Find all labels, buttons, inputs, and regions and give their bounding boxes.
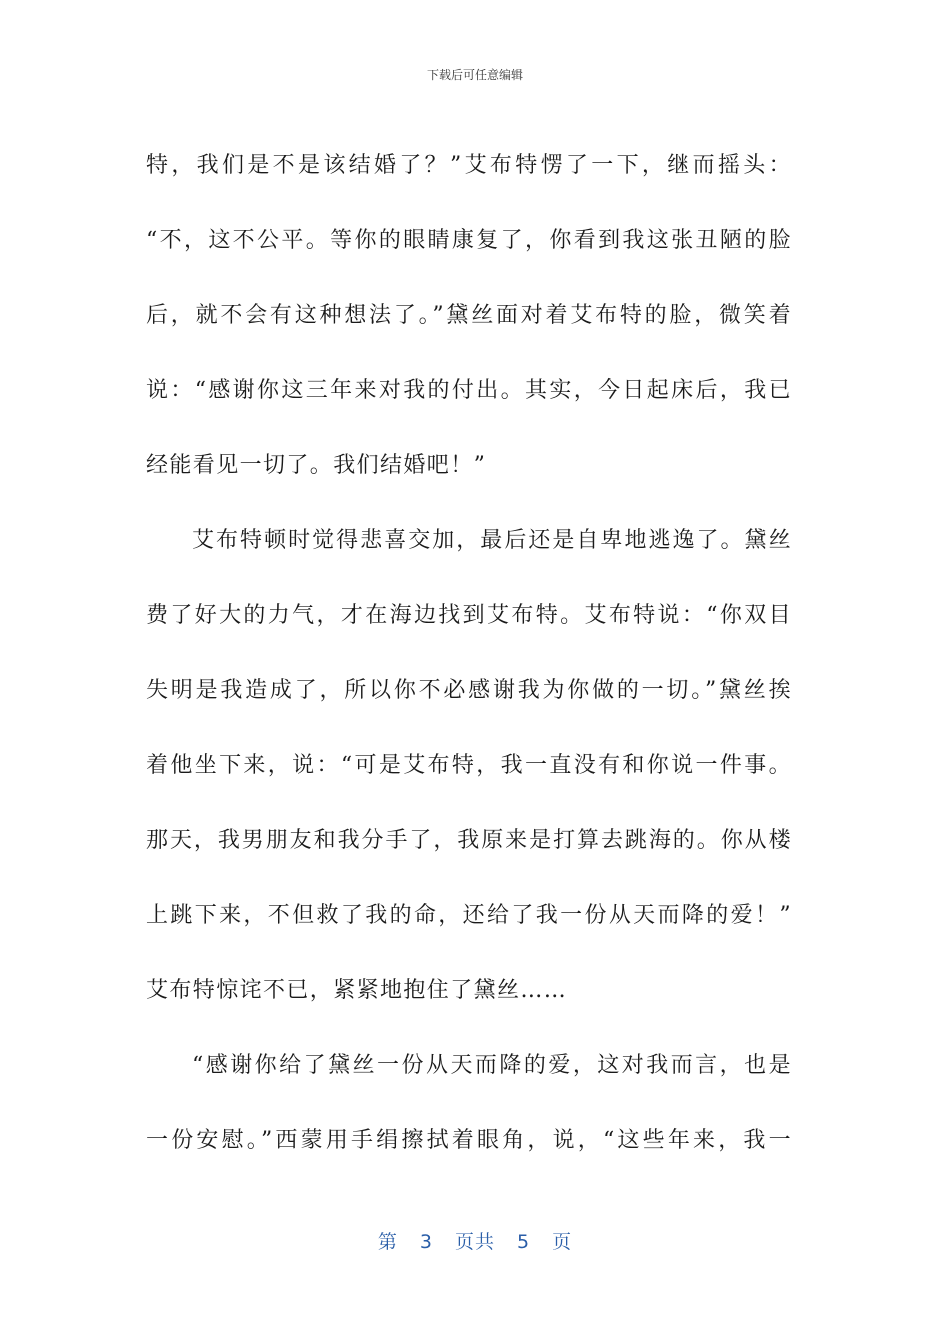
text-line: 费了好大的力气，才在海边找到艾布特。艾布特说：“你双目 [146,603,792,628]
text-line: 经能看见一切了。我们结婚吧！” [146,453,487,478]
text-line: 说：“感谢你这三年来对我的付出。其实，今日起床后，我已 [146,378,792,403]
text-line: 那天，我男朋友和我分手了，我原来是打算去跳海的。你从楼 [146,828,792,853]
text-line: 一份安慰。”西蒙用手绢擦拭着眼角，说，“这些年来，我一 [146,1128,792,1153]
current-page-number: 3 [419,1231,433,1253]
footer-suffix: 页 [552,1231,573,1253]
text-line: 艾布特顿时觉得悲喜交加，最后还是自卑地逃逸了。黛丝 [192,528,792,553]
total-pages-number: 5 [517,1231,531,1253]
text-line: 后，就不会有这种想法了。”黛丝面对着艾布特的脸，微笑着 [146,303,792,328]
footer-prefix: 第 [377,1231,398,1253]
text-line: 失明是我造成了，所以你不必感谢我为你做的一切。”黛丝挨 [146,678,792,703]
text-line: 上跳下来，不但救了我的命，还给了我一份从天而降的爱！” [146,903,792,928]
text-line: “感谢你给了黛丝一份从天而降的爱，这对我而言，也是 [192,1053,792,1078]
text-line: 特，我们是不是该结婚了？”艾布特愣了一下，继而摇头： [146,153,792,178]
text-line: “不，这不公平。等你的眼睛康复了，你看到我这张丑陋的脸 [146,228,792,253]
footer-middle: 页共 [454,1231,495,1253]
text-line: 着他坐下来，说：“可是艾布特，我一直没有和你说一件事。 [146,753,792,778]
page-header: 下载后可任意编辑 [426,68,523,82]
text-line: 艾布特惊诧不已，紧紧地抱住了黛丝…… [146,978,568,1003]
document-body [146,128,792,1178]
page-footer [0,1227,950,1254]
